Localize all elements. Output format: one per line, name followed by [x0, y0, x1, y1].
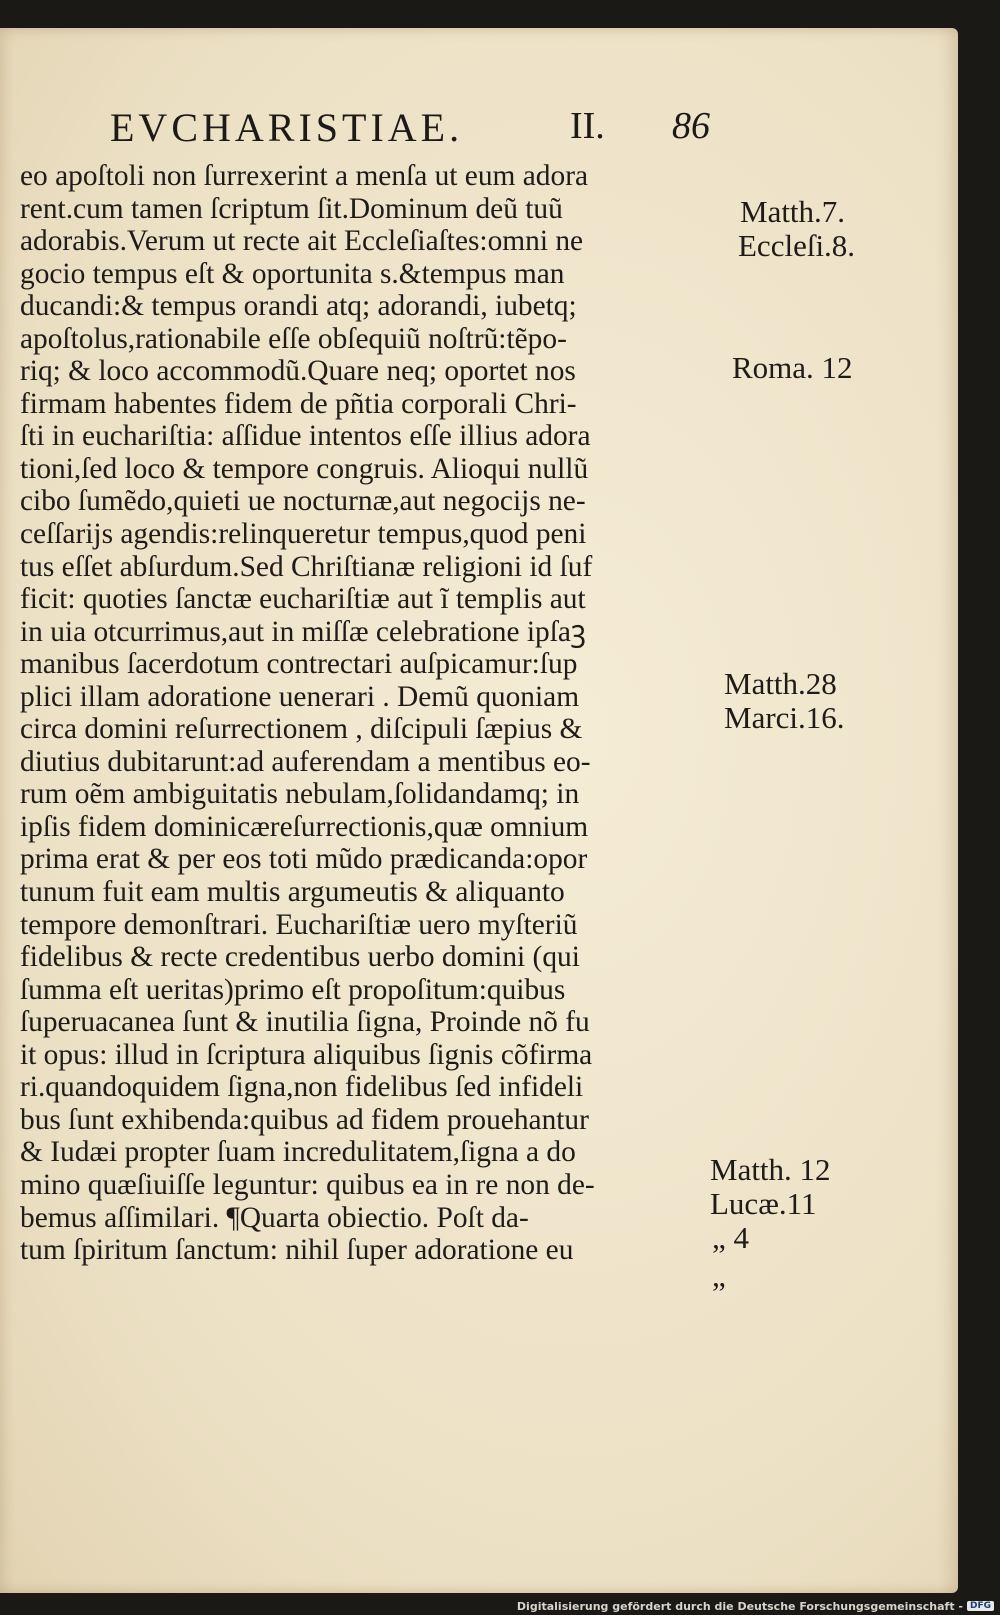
- text-line: & Iudæi propter ſuam incredulitatem,ſigna a do: [20, 1136, 576, 1169]
- signature-mark: II.: [570, 105, 605, 147]
- margin-note-marci-16: Marci.16.: [724, 700, 845, 735]
- margin-note-matth-12: Matth. 12: [710, 1152, 831, 1187]
- book-page: [0, 28, 958, 1593]
- text-line: ipſis fidem dominicæreſurrectionis,quæ omnium: [20, 810, 589, 843]
- credit-text: Digitalisierung gefördert durch die Deutsche Forschungsgemeinschaft -: [516, 1599, 963, 1613]
- text-line: in uia otcurrimus,aut in miſſæ celebratione ipſaꝫ: [20, 615, 586, 648]
- text-line: ſti in euchariſtia: aſſidue intentos eſſe illius adora: [20, 420, 591, 453]
- text-line: adorabis.Verum ut recte ait Eccleſiaſtes:omni ne: [20, 225, 584, 258]
- text-line: manibus ſacerdotum contrectari auſpicamur:ſup: [20, 648, 578, 681]
- text-line: tus eſſet abſurdum.Sed Chriſtianæ religioni id ſuf: [20, 550, 593, 583]
- text-line: rent.cum tamen ſcriptum ſit.Dominum deũ tuũ: [20, 192, 563, 225]
- text-line: apoſtolus,rationabile eſſe obſequiũ noſtrũ:tẽpo-: [20, 322, 567, 355]
- running-title: EVCHARISTIAE.: [110, 105, 464, 150]
- text-line: ſuperuacanea ſunt & inutilia ſigna, Proinde nõ fu: [20, 1006, 590, 1039]
- text-line: prima erat & per eos toti mũdo prædicanda:opor: [20, 843, 588, 876]
- text-line: ſumma eſt ueritas)primo eſt propoſitum:quibus: [20, 973, 566, 1006]
- margin-notes: [700, 28, 900, 1428]
- text-line: mino quæſiuiſſe leguntur: quibus ea in re non de-: [20, 1168, 595, 1201]
- text-line: plici illam adoratione uenerari . Demũ quoniam: [20, 680, 580, 713]
- text-line: tunum fuit eam multis argumeutis & aliquanto: [20, 876, 565, 909]
- margin-note-ecclesi-8: Eccleſi.8.: [738, 228, 856, 263]
- text-line: gocio tempus eſt & oportunita s.&tempus man: [20, 257, 565, 290]
- text-line: ceſſarijs agendis:relinqueretur tempus,quod peni: [20, 518, 587, 551]
- text-line: rum oẽm ambiguitatis nebulam,ſolidandamq; in: [20, 778, 580, 811]
- margin-note-ditto-4: „ 4: [712, 1220, 750, 1255]
- text-line: ducandi:& tempus orandi atq; adorandi, iubetq;: [20, 290, 577, 323]
- margin-note-matth-28: Matth.28: [724, 666, 837, 701]
- text-line: fidelibus & recte credentibus uerbo domini (qui: [20, 941, 580, 974]
- margin-note-lucae-11: Lucæ.11: [710, 1186, 817, 1221]
- margin-note-matth-7: Matth.7.: [740, 194, 846, 229]
- text-line: riq; & loco accommodũ.Quare neq; oportet nos: [20, 355, 576, 388]
- text-line: tempore demonſtrari. Euchariſtiæ uero myſteriũ: [20, 908, 578, 941]
- text-line: cibo ſumẽdo,quieti ue nocturnæ,aut negocijs ne-: [20, 485, 586, 518]
- text-line: bus ſunt exhibenda:quibus ad fidem prouehantur: [20, 1103, 589, 1136]
- text-line: bemus aſſimilari. ¶Quarta obiectio. Poſt da-: [20, 1201, 529, 1234]
- text-line: tum ſpiritum ſanctum: nihil ſuper adoratione eu: [20, 1234, 574, 1267]
- text-line: ri.quandoquidem ſigna,non fidelibus ſed infideli: [20, 1071, 584, 1104]
- text-line: firmam habentes fidem de pñtia corporali Chri-: [20, 387, 577, 420]
- text-line: tioni,ſed loco & tempore congruis. Alioqui nullũ: [20, 452, 589, 485]
- folio-number: 86: [672, 105, 710, 147]
- body-text: [20, 160, 720, 1267]
- text-line: circa domini reſurrectionem , diſcipuli ſæpius &: [20, 713, 583, 746]
- text-line: it opus: illud in ſcriptura aliquibus ſignis cõfirma: [20, 1038, 593, 1071]
- text-line: diutius dubitarunt:ad auferendam a mentibus eo-: [20, 745, 591, 778]
- text-line: eo apoſtoli non ſurrexerint a menſa ut eum adora: [20, 160, 589, 192]
- dfg-logo: DFG: [967, 1601, 994, 1611]
- text-line: ficit: quoties ſanctæ euchariſtiæ aut ĩ templis aut: [20, 583, 586, 616]
- digitization-credit: [517, 1598, 994, 1614]
- running-head: [110, 104, 710, 154]
- margin-note-roma-12: Roma. 12: [732, 350, 853, 385]
- margin-note-ditto: „: [712, 1258, 726, 1293]
